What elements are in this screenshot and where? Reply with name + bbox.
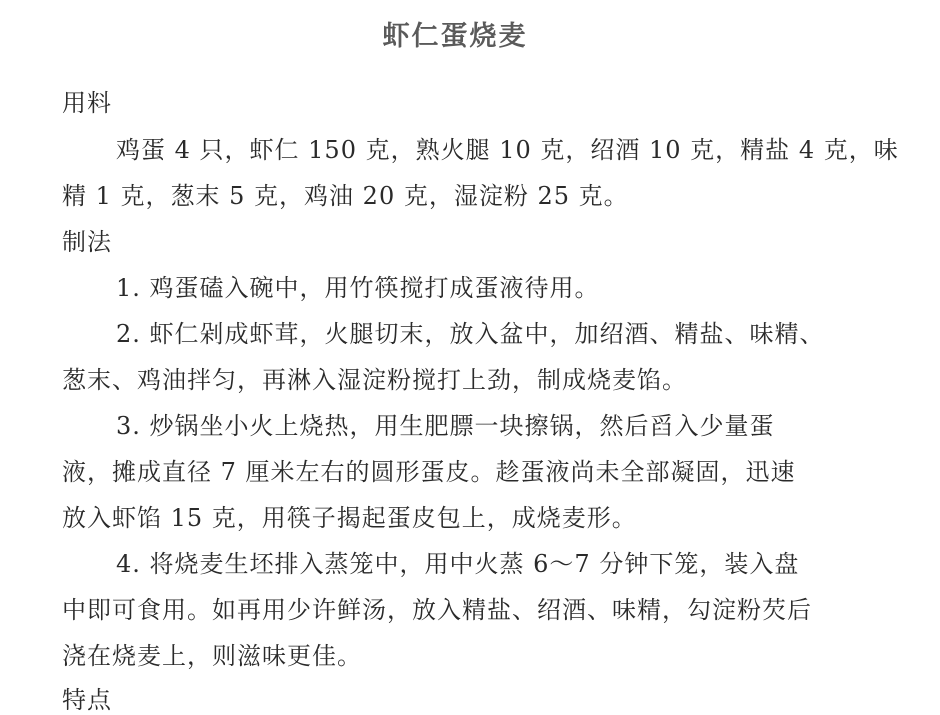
- step-4-line-1: 4. 将烧麦生坯排入蒸笼中，用中火蒸 6～7 分钟下笼，装入盘: [116, 550, 800, 578]
- step-4-line-2: 中即可食用。如再用少许鲜汤，放入精盐、绍酒、味精，勾淀粉芡后: [62, 596, 812, 624]
- section-heading-method: 制法: [62, 228, 112, 256]
- recipe-title: 虾仁蛋烧麦: [382, 21, 528, 52]
- ingredients-line-1: 鸡蛋 4 只，虾仁 150 克，熟火腿 10 克，绍酒 10 克，精盐 4 克，味: [116, 136, 899, 164]
- section-heading-features: 特点: [62, 686, 112, 714]
- ingredients-line-2: 精 1 克，葱末 5 克，鸡油 20 克，湿淀粉 25 克。: [62, 182, 629, 210]
- step-3-line-1: 3. 炒锅坐小火上烧热，用生肥膘一块擦锅，然后舀入少量蛋: [116, 412, 775, 440]
- step-4-line-3: 浇在烧麦上，则滋味更佳。: [62, 642, 362, 670]
- step-1-line-1: 1. 鸡蛋磕入碗中，用竹筷搅打成蛋液待用。: [116, 274, 600, 302]
- step-3-line-3: 放入虾馅 15 克，用筷子揭起蛋皮包上，成烧麦形。: [62, 504, 637, 532]
- step-2-line-1: 2. 虾仁剁成虾茸，火腿切末，放入盆中，加绍酒、精盐、味精、: [116, 320, 825, 348]
- section-heading-ingredients: 用料: [62, 89, 112, 117]
- step-3-line-2: 液，摊成直径 7 厘米左右的圆形蛋皮。趁蛋液尚未全部凝固，迅速: [62, 458, 796, 486]
- step-2-line-2: 葱末、鸡油拌匀，再淋入湿淀粉搅打上劲，制成烧麦馅。: [62, 366, 687, 394]
